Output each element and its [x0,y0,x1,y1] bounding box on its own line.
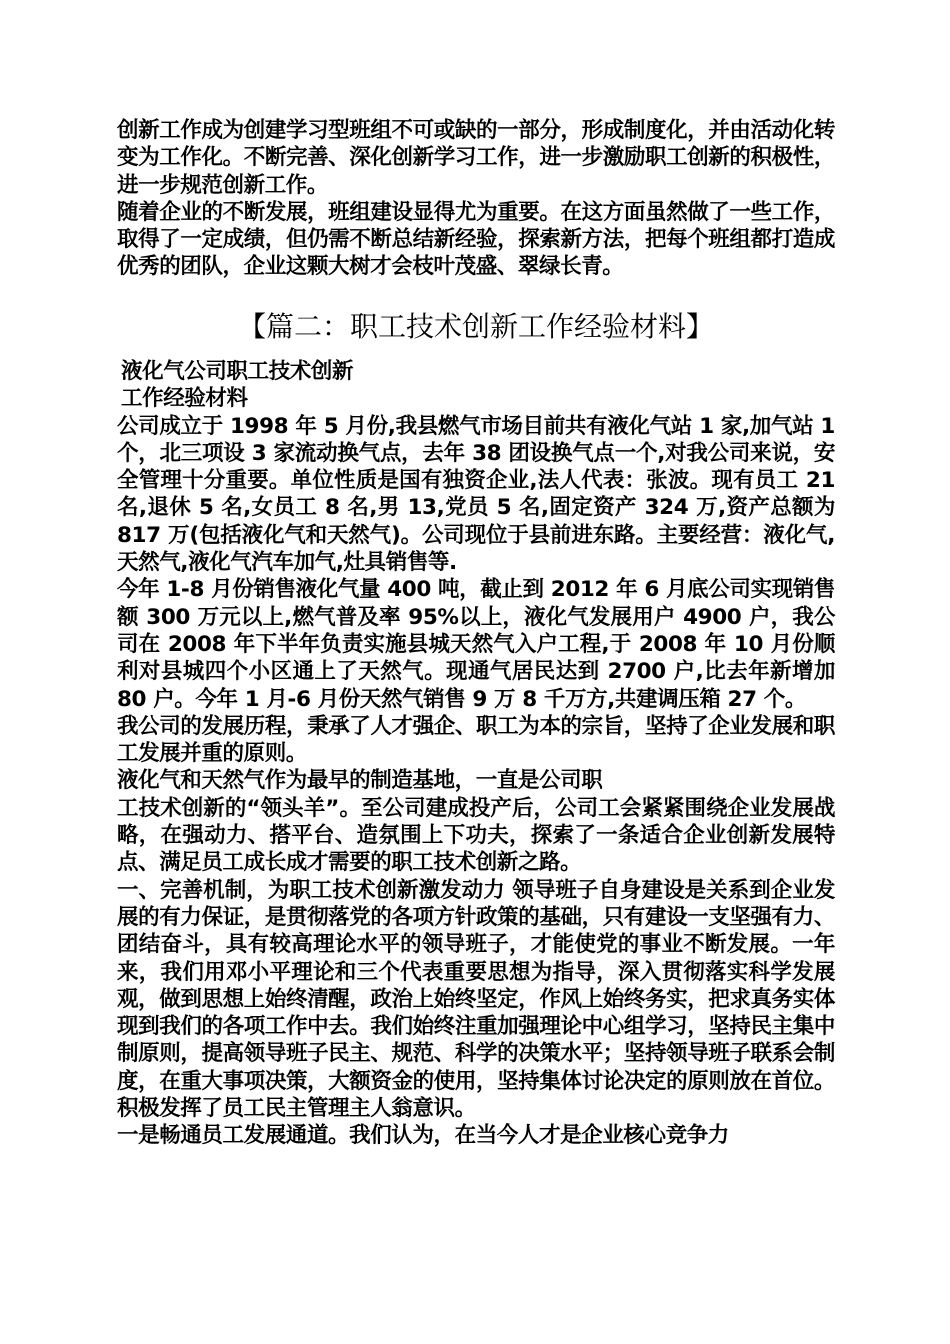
article-paragraph-5: 工技术创新的“领头羊”。至公司建成投产后，公司工会紧紧围绕企业发展战略，在强动力、搭平台、造氛围上下功夫，探索了一条适合企业创新发展特点、满足员工成长成才需要的职工技术创新之路。 [117,795,835,876]
article-section [117,358,835,1150]
article-paragraph-7: 一是畅通员工发展通道。我们认为，在当今人才是企业核心竞争力 [117,1123,729,1149]
article-subtitle-line-1: 液化气公司职工技术创新 [121,359,354,384]
article-paragraph-3: 我公司的发展历程，秉承了人才强企、职工为本的宗旨，坚持了企业发展和职工发展并重的原则。 [117,713,835,767]
intro-section [117,117,835,281]
section-heading: 【篇二：职工技术创新工作经验材料】 [237,310,714,343]
intro-paragraph-1: 创新工作成为创建学习型班组不可或缺的一部分，形成制度化，并由活动化转变为工作化。不断完善、深化创新学习工作，进一步激励职工创新的积极性，进一步规范创新工作。 [117,118,835,198]
section-heading-wrap [117,307,835,347]
article-subtitle-line-2: 工作经验材料 [121,386,248,412]
article-paragraph-6: 一、完善机制，为职工技术创新激发动力 领导班子自身建设是关系到企业发展的有力保证，是贯彻落党的各项方针政策的基础，只有建设一支坚强有力、团结奋斗，具有较高理论水平的领导班子，才能使党的事业不断发展。一年来，我们用邓小平理论和三个代表重要思想为指导，深入贯彻落实科学发展观，做到思想上始终清醒，政治上始终坚定，作风上始终务实，把求真务实体现到我们的各项工作中去。我们始终注重加强理论中心组学习，坚持民主集中制原则，提高领导班子民主、规范、科学的决策水平；坚持领导班子联系会制度，在重大事项决策，大额资金的使用，坚持集体讨论决定的原则放在首位。积极发挥了员工民主管理主人翁意识。 [117,877,835,1122]
intro-paragraph-2: 随着企业的不断发展，班组建设显得尤为重要。在这方面虽然做了一些工作，取得了一定成绩，但仍需不断总结新经验，探索新方法，把每个班组都打造成优秀的团队，企业这颗大树才会枝叶茂盛、翠绿长青。 [117,199,835,280]
article-paragraph-2: 今年 1-8 月份销售液化气量 400 吨，截止到 2012 年 6 月底公司实现销售额 300 万元以上,燃气普及率 95%以上，液化气发展用户 4900 户，我公司在 2008 年下半年负责实施县城天然气入户工程,于 2008 年 10 月份顺利对县城四个小区通上了天然气。现通气居民达到 2700 户,比去年新增加 80 户。今年 1 月-6 月份天然气销售 9 万 8 千万方,共建调压箱 27 个。 [117,577,835,712]
article-paragraph-4: 液化气和天然气作为最早的制造基地，一直是公司职 [117,768,603,794]
article-paragraph-1: 公司成立于 1998 年 5 月份,我县燃气市场目前共有液化气站 1 家,加气站 1 个，北三项设 3 家流动换气点，去年 38 团设换气点一个,对我公司来说，安全管理十分重要。单位性质是国有独资企业,法人代表：张波。现有员工 21 名,退休 5 名,女员工 8 名,男 13,党员 5 名,固定资产 324 万,资产总额为 817 万(包括液化气和天然气)。公司现位于县前进东路。主要经营：液化气,天然气,液化气汽车加气,灶具销售等. [117,413,835,576]
